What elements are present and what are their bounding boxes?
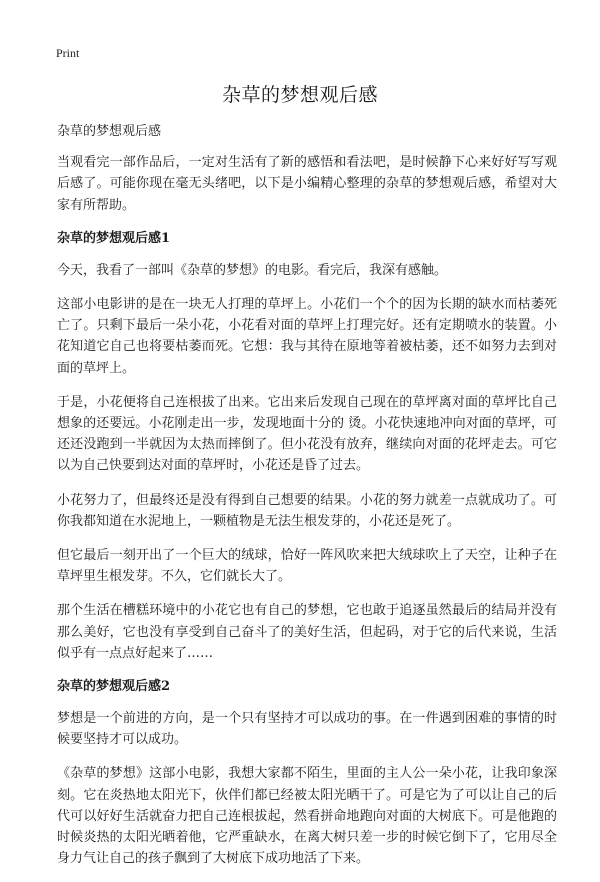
page-title: 杂草的梦想观后感 <box>221 84 378 106</box>
section-1-paragraph: 但它最后一刻开出了一个巨大的绒球，恰好一阵风吹来把大绒球吹上了天空，让种子在草坪里生根发芽。不久，它们就长大了。 <box>57 548 557 585</box>
section-heading-2: 杂草的梦想观后感2 <box>57 679 171 695</box>
section-2-paragraph: 梦想是一个前进的方向，是一个只有坚持才可以成功的事。在一件遇到困难的事情的时候要坚持才可以成功。 <box>57 711 557 748</box>
section-1-paragraph: 那个生活在槽糕环境中的小花它也有自己的梦想，它也敢于追逐虽然最后的结局并没有那么美好，它也没有享受到自己奋斗了的美好生活，但起码，对于它的后代来说，生活似乎有一点点好起来了…… <box>57 603 557 661</box>
section-1-paragraph: 这部小电影讲的是在一块无人打理的草坪上。小花们一个个的因为长期的缺水而枯萎死亡了。只剩下最后一朵小花，小花看对面的草坪上打理完好。还有定期喷水的装置。小花知道它自己也将要枯萎而死。它想：我与其待在原地等着被枯萎，还不如努力去到对面的草坪上。 <box>57 297 557 376</box>
print-link[interactable]: Print <box>56 46 80 60</box>
section-1-paragraph: 小花努力了，但最终还是没有得到自己想要的结果。小花的努力就差一点就成功了。可你我都知道在水泥地上，一颗植物是无法生根发芽的，小花还是死了。 <box>57 492 557 529</box>
article-body <box>57 121 557 882</box>
section-2-paragraph: 《杂草的梦想》这部小电影，我想大家都不陌生，里面的主人公一朵小花，让我印象深刻。它在炎热地太阳光下，伙伴们都已经被太阳光晒干了。可是它为了可以让自己的后代可以好好生活就奋力把自己连根拔起，然看拼命地跑向对面的大树底下。可是他跑的时候炎热的太阳光晒着他，它严重缺水，在离大树只差一步的时候它倒下了，它用尽全身力气让自己的孩子飘到了大树底下成功地活了下来。 <box>57 766 557 867</box>
article-subtitle: 杂草的梦想观后感 <box>57 124 162 139</box>
section-1-paragraph: 于是，小花便将自己连根拔了出来。它出来后发现自己现在的草坪离对面的草坪比自己想象的还要远。小花刚走出一步，发现地面十分的 烫。小花快速地冲向对面的草坪，可还还没跑到一半就因为太热而摔倒了。但小花没有放弃，继续向对面的花坪走去。可它以为自己快要到达对面的草坪时，小花还是昏了过去。 <box>57 394 557 474</box>
section-heading-1: 杂草的梦想观后感1 <box>57 230 171 246</box>
intro-paragraph: 当观看完一部作品后，一定对生活有了新的感悟和看法吧，是时候静下心来好好写写观后感了。可能你现在毫无头绪吧，以下是小编精心整理的杂草的梦想观后感，希望对大家有所帮助。 <box>57 155 557 213</box>
section-1-paragraph: 今天，我看了一部叫《杂草的梦想》的电影。看完后，我深有感触。 <box>57 262 448 278</box>
